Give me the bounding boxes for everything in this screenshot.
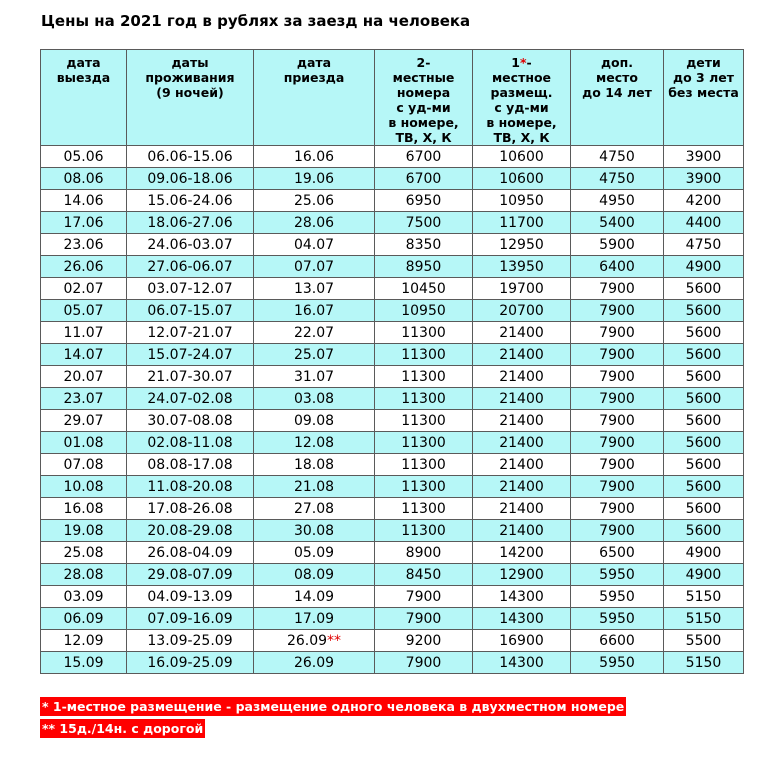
cell-child-price: 5500 — [664, 630, 744, 652]
cell-double-room-price: 11300 — [375, 322, 473, 344]
cell-extra-bed-price: 6400 — [571, 256, 664, 278]
cell-child-price: 4900 — [664, 542, 744, 564]
price-table — [40, 49, 744, 674]
cell-arrival-date: 26.09** — [254, 630, 375, 652]
cell-double-room-price: 9200 — [375, 630, 473, 652]
cell-extra-bed-price: 4750 — [571, 168, 664, 190]
cell-single-room-price: 21400 — [473, 322, 571, 344]
table-row — [41, 586, 744, 608]
cell-stay-dates: 17.08-26.08 — [127, 498, 254, 520]
cell-stay-dates: 15.06-24.06 — [127, 190, 254, 212]
cell-child-price: 5600 — [664, 388, 744, 410]
cell-single-room-price: 14300 — [473, 586, 571, 608]
table-row — [41, 212, 744, 234]
cell-arrival-date: 09.08 — [254, 410, 375, 432]
table-row — [41, 520, 744, 542]
cell-double-room-price: 10950 — [375, 300, 473, 322]
table-row — [41, 652, 744, 674]
table-row — [41, 190, 744, 212]
table-row — [41, 410, 744, 432]
cell-double-room-price: 8950 — [375, 256, 473, 278]
footnote-single-room: * 1-местное размещение - размещение одного человека в двухместном номере — [42, 699, 625, 714]
table-row — [41, 608, 744, 630]
cell-single-room-price: 13950 — [473, 256, 571, 278]
cell-arrival-date: 30.08 — [254, 520, 375, 542]
cell-single-room-price: 12950 — [473, 234, 571, 256]
header-extra-bed: доп. место до 14 лет — [571, 50, 664, 146]
cell-arrival-date: 25.07 — [254, 344, 375, 366]
cell-departure-date: 02.07 — [41, 278, 127, 300]
cell-single-room-price: 14300 — [473, 608, 571, 630]
footnotes — [40, 696, 626, 740]
cell-double-room-price: 11300 — [375, 432, 473, 454]
cell-stay-dates: 21.07-30.07 — [127, 366, 254, 388]
cell-departure-date: 17.06 — [41, 212, 127, 234]
table-row — [41, 300, 744, 322]
cell-extra-bed-price: 7900 — [571, 322, 664, 344]
cell-child-price: 4900 — [664, 564, 744, 586]
cell-double-room-price: 7500 — [375, 212, 473, 234]
cell-child-price: 5600 — [664, 520, 744, 542]
cell-double-room-price: 7900 — [375, 586, 473, 608]
cell-stay-dates: 26.08-04.09 — [127, 542, 254, 564]
cell-stay-dates: 27.06-06.07 — [127, 256, 254, 278]
cell-double-room-price: 11300 — [375, 520, 473, 542]
footnote-marker: ** — [327, 632, 342, 649]
cell-single-room-price: 20700 — [473, 300, 571, 322]
cell-arrival-date: 21.08 — [254, 476, 375, 498]
cell-double-room-price: 7900 — [375, 608, 473, 630]
table-row — [41, 630, 744, 652]
cell-single-room-price: 14300 — [473, 652, 571, 674]
cell-arrival-date: 16.07 — [254, 300, 375, 322]
cell-child-price: 5600 — [664, 498, 744, 520]
cell-extra-bed-price: 7900 — [571, 498, 664, 520]
cell-stay-dates: 12.07-21.07 — [127, 322, 254, 344]
table-row — [41, 454, 744, 476]
cell-stay-dates: 06.07-15.07 — [127, 300, 254, 322]
cell-double-room-price: 11300 — [375, 366, 473, 388]
cell-stay-dates: 06.06-15.06 — [127, 146, 254, 168]
table-row — [41, 542, 744, 564]
cell-double-room-price: 8350 — [375, 234, 473, 256]
cell-arrival-date: 22.07 — [254, 322, 375, 344]
table-row — [41, 278, 744, 300]
cell-stay-dates: 16.09-25.09 — [127, 652, 254, 674]
cell-single-room-price: 21400 — [473, 410, 571, 432]
header-row — [41, 50, 744, 146]
cell-arrival-date: 04.07 — [254, 234, 375, 256]
cell-child-price: 5150 — [664, 652, 744, 674]
cell-extra-bed-price: 7900 — [571, 410, 664, 432]
cell-single-room-price: 12900 — [473, 564, 571, 586]
cell-departure-date: 01.08 — [41, 432, 127, 454]
cell-stay-dates: 18.06-27.06 — [127, 212, 254, 234]
cell-child-price: 5600 — [664, 454, 744, 476]
header-children: дети до 3 лет без места — [664, 50, 744, 146]
cell-stay-dates: 29.08-07.09 — [127, 564, 254, 586]
cell-stay-dates: 09.06-18.06 — [127, 168, 254, 190]
cell-arrival-date: 13.07 — [254, 278, 375, 300]
cell-extra-bed-price: 7900 — [571, 388, 664, 410]
cell-double-room-price: 8900 — [375, 542, 473, 564]
cell-departure-date: 16.08 — [41, 498, 127, 520]
cell-double-room-price: 7900 — [375, 652, 473, 674]
cell-single-room-price: 10950 — [473, 190, 571, 212]
cell-child-price: 4400 — [664, 212, 744, 234]
cell-arrival-date: 16.06 — [254, 146, 375, 168]
cell-stay-dates: 02.08-11.08 — [127, 432, 254, 454]
cell-child-price: 3900 — [664, 146, 744, 168]
cell-single-room-price: 21400 — [473, 344, 571, 366]
table-row — [41, 234, 744, 256]
table-row — [41, 432, 744, 454]
cell-child-price: 5600 — [664, 432, 744, 454]
table-row — [41, 366, 744, 388]
cell-extra-bed-price: 7900 — [571, 520, 664, 542]
price-table-body — [41, 146, 744, 674]
cell-extra-bed-price: 7900 — [571, 300, 664, 322]
cell-double-room-price: 6950 — [375, 190, 473, 212]
cell-extra-bed-price: 7900 — [571, 344, 664, 366]
cell-arrival-date: 19.06 — [254, 168, 375, 190]
cell-single-room-price: 21400 — [473, 498, 571, 520]
table-row — [41, 168, 744, 190]
cell-departure-date: 12.09 — [41, 630, 127, 652]
table-row — [41, 388, 744, 410]
cell-departure-date: 08.06 — [41, 168, 127, 190]
cell-stay-dates: 30.07-08.08 — [127, 410, 254, 432]
cell-extra-bed-price: 7900 — [571, 366, 664, 388]
cell-child-price: 4200 — [664, 190, 744, 212]
cell-single-room-price: 14200 — [473, 542, 571, 564]
cell-stay-dates: 13.09-25.09 — [127, 630, 254, 652]
footnote-tour-length: ** 15д./14н. с дорогой — [42, 721, 204, 736]
cell-extra-bed-price: 5950 — [571, 608, 664, 630]
cell-child-price: 5600 — [664, 366, 744, 388]
cell-stay-dates: 15.07-24.07 — [127, 344, 254, 366]
cell-arrival-date: 27.08 — [254, 498, 375, 520]
cell-departure-date: 05.07 — [41, 300, 127, 322]
cell-double-room-price: 11300 — [375, 410, 473, 432]
cell-stay-dates: 24.06-03.07 — [127, 234, 254, 256]
cell-arrival-date: 25.06 — [254, 190, 375, 212]
cell-departure-date: 14.07 — [41, 344, 127, 366]
cell-extra-bed-price: 5400 — [571, 212, 664, 234]
cell-stay-dates: 08.08-17.08 — [127, 454, 254, 476]
table-row — [41, 256, 744, 278]
cell-double-room-price: 6700 — [375, 146, 473, 168]
cell-double-room-price: 11300 — [375, 498, 473, 520]
cell-single-room-price: 10600 — [473, 146, 571, 168]
cell-departure-date: 11.07 — [41, 322, 127, 344]
cell-child-price: 5150 — [664, 608, 744, 630]
cell-single-room-price: 10600 — [473, 168, 571, 190]
cell-single-room-price: 21400 — [473, 388, 571, 410]
table-row — [41, 344, 744, 366]
cell-stay-dates: 07.09-16.09 — [127, 608, 254, 630]
page-title: Цены на 2021 год в рублях за заезд на человека — [41, 12, 471, 30]
cell-departure-date: 23.07 — [41, 388, 127, 410]
table-row — [41, 322, 744, 344]
cell-single-room-price: 16900 — [473, 630, 571, 652]
cell-extra-bed-price: 7900 — [571, 278, 664, 300]
cell-arrival-date: 17.09 — [254, 608, 375, 630]
cell-child-price: 5600 — [664, 410, 744, 432]
table-row — [41, 476, 744, 498]
cell-stay-dates: 24.07-02.08 — [127, 388, 254, 410]
cell-departure-date: 28.08 — [41, 564, 127, 586]
cell-stay-dates: 04.09-13.09 — [127, 586, 254, 608]
cell-arrival-date: 05.09 — [254, 542, 375, 564]
header-departure-date: дата выезда — [41, 50, 127, 146]
cell-child-price: 5600 — [664, 476, 744, 498]
cell-arrival-date: 12.08 — [254, 432, 375, 454]
cell-extra-bed-price: 6500 — [571, 542, 664, 564]
cell-single-room-price: 21400 — [473, 454, 571, 476]
header-single-room: 1*- местное размещ. с уд-ми в номере, ТВ, Х, К — [473, 50, 571, 146]
cell-departure-date: 14.06 — [41, 190, 127, 212]
cell-arrival-date: 08.09 — [254, 564, 375, 586]
cell-single-room-price: 21400 — [473, 520, 571, 542]
cell-arrival-date: 28.06 — [254, 212, 375, 234]
cell-child-price: 4900 — [664, 256, 744, 278]
cell-child-price: 5600 — [664, 344, 744, 366]
cell-departure-date: 23.06 — [41, 234, 127, 256]
cell-extra-bed-price: 6600 — [571, 630, 664, 652]
cell-departure-date: 20.07 — [41, 366, 127, 388]
cell-departure-date: 05.06 — [41, 146, 127, 168]
cell-extra-bed-price: 7900 — [571, 432, 664, 454]
cell-extra-bed-price: 5950 — [571, 564, 664, 586]
cell-single-room-price: 21400 — [473, 432, 571, 454]
cell-double-room-price: 8450 — [375, 564, 473, 586]
cell-departure-date: 29.07 — [41, 410, 127, 432]
cell-departure-date: 15.09 — [41, 652, 127, 674]
cell-double-room-price: 10450 — [375, 278, 473, 300]
cell-child-price: 5600 — [664, 322, 744, 344]
cell-single-room-price: 11700 — [473, 212, 571, 234]
cell-child-price: 3900 — [664, 168, 744, 190]
cell-single-room-price: 21400 — [473, 366, 571, 388]
cell-departure-date: 26.06 — [41, 256, 127, 278]
cell-departure-date: 19.08 — [41, 520, 127, 542]
cell-extra-bed-price: 4750 — [571, 146, 664, 168]
cell-departure-date: 10.08 — [41, 476, 127, 498]
cell-child-price: 4750 — [664, 234, 744, 256]
header-double-room: 2- местные номера с уд-ми в номере, ТВ, Х, К — [375, 50, 473, 146]
cell-arrival-date: 26.09 — [254, 652, 375, 674]
cell-stay-dates: 11.08-20.08 — [127, 476, 254, 498]
cell-extra-bed-price: 5950 — [571, 586, 664, 608]
cell-arrival-date: 18.08 — [254, 454, 375, 476]
cell-child-price: 5600 — [664, 300, 744, 322]
header-arrival-date: дата приезда — [254, 50, 375, 146]
cell-departure-date: 07.08 — [41, 454, 127, 476]
cell-departure-date: 25.08 — [41, 542, 127, 564]
cell-extra-bed-price: 5950 — [571, 652, 664, 674]
header-stay-dates: даты проживания (9 ночей) — [127, 50, 254, 146]
cell-departure-date: 06.09 — [41, 608, 127, 630]
cell-departure-date: 03.09 — [41, 586, 127, 608]
cell-extra-bed-price: 7900 — [571, 476, 664, 498]
cell-double-room-price: 6700 — [375, 168, 473, 190]
cell-extra-bed-price: 4950 — [571, 190, 664, 212]
cell-extra-bed-price: 7900 — [571, 454, 664, 476]
table-row — [41, 498, 744, 520]
table-row — [41, 146, 744, 168]
cell-arrival-date: 03.08 — [254, 388, 375, 410]
cell-arrival-date: 14.09 — [254, 586, 375, 608]
cell-stay-dates: 03.07-12.07 — [127, 278, 254, 300]
cell-stay-dates: 20.08-29.08 — [127, 520, 254, 542]
cell-child-price: 5150 — [664, 586, 744, 608]
table-row — [41, 564, 744, 586]
cell-double-room-price: 11300 — [375, 344, 473, 366]
cell-arrival-date: 31.07 — [254, 366, 375, 388]
cell-double-room-price: 11300 — [375, 454, 473, 476]
cell-child-price: 5600 — [664, 278, 744, 300]
cell-extra-bed-price: 5900 — [571, 234, 664, 256]
cell-single-room-price: 19700 — [473, 278, 571, 300]
cell-double-room-price: 11300 — [375, 476, 473, 498]
cell-double-room-price: 11300 — [375, 388, 473, 410]
cell-arrival-date: 07.07 — [254, 256, 375, 278]
cell-single-room-price: 21400 — [473, 476, 571, 498]
